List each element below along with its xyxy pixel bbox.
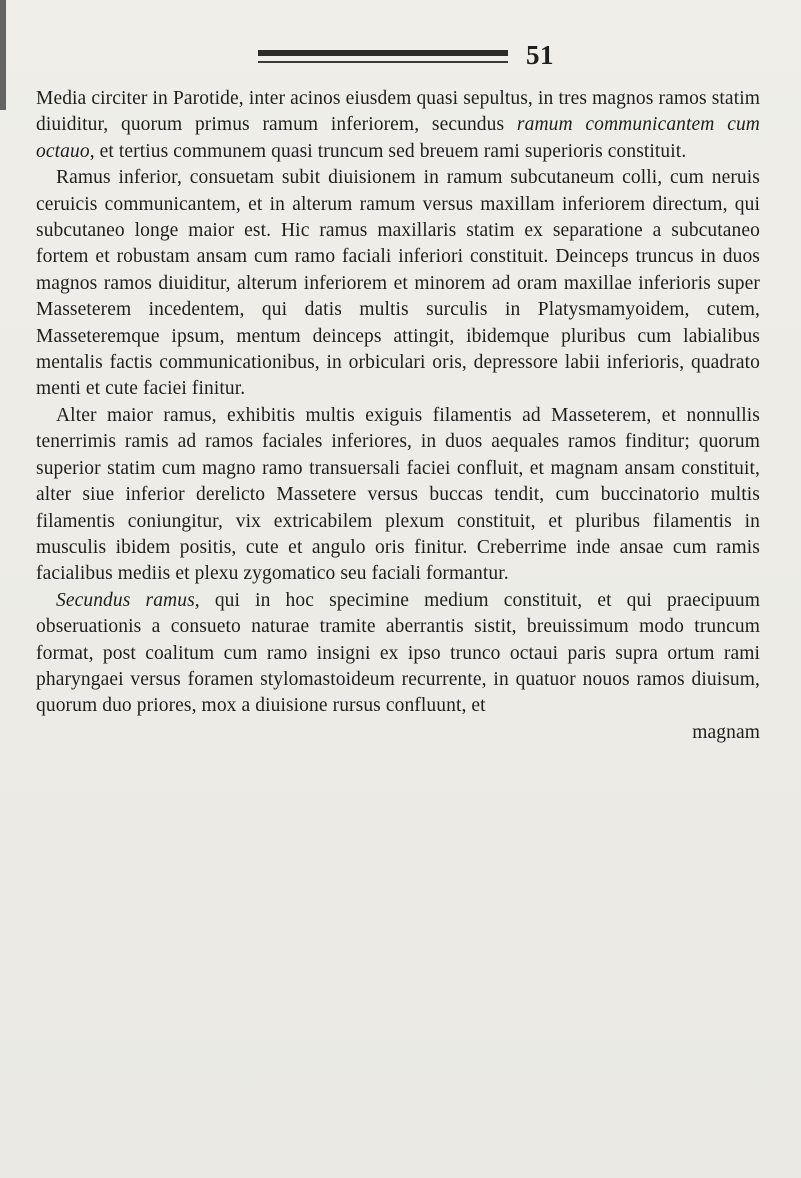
paragraph-2 (36, 165, 760, 403)
catchword (36, 720, 760, 746)
paragraph-2-text: Ramus inferior, consuetam subit diuisionem in ramum subcutaneum colli, cum neruis ceruicis communicantem, et in alterum ramum versus maxillam inferiorem directum, qui subcutaneo longe maior est. Hic ramus maxillaris statim ex separatione a subcutaneo fortem et robustam ansam cum ramo faciali inferiori constituit. Deinceps truncus in duos magnos ramos diuiditur, alterum inferiorem et minorem ad oram maxillae inferioris super Masseterem incedentem, qui datis multis surculis in Platysmamyoidem, cutem, Masseteremque ipsum, mentum deinceps attingit, ibidemque pluribus cum labialibus mentalis factis communicationibus, in orbiculari oris, depressore labii inferioris, quadrato menti et cute faciei finitur. (36, 167, 760, 400)
page-number: 51 (526, 40, 554, 70)
paragraph-4-italic: Secundus ramus, (56, 589, 200, 611)
paragraph-4 (36, 588, 760, 720)
paragraph-1-italic: ramum communicantem cum octauo (36, 114, 760, 162)
paragraph-4-text: qui in hoc specimine medium constituit, et qui praecipuum obseruationis a consueto naturae tramite aberrantis sistit, breuissimum modo truncum format, post coalitum cum ramo insigni ex ipso trunco octaui paris supra ortum rami pharyngaei versus foramen stylomastoideum recurrente, in quatuor nouos ramos diuisum, quorum duo priores, mox a diuisione rursus confluunt, et (36, 589, 760, 717)
catchword-text: magnam (692, 721, 760, 743)
paragraph-3-text: Alter maior ramus, exhibitis multis exiguis filamentis ad Masseterem, et nonnullis tenerrimis ramis ad ramos faciales inferiores, in duos aequales ramos finditur; quorum superior statim cum magno ramo transuersali faciei confluit, et magnam ansam constituit, alter siue inferior derelicto Massetere versus buccas tendit, cum buccinatorio multis filamentis coniungitur, vix extricabilem plexum constituit, et pluribus filamentis in musculis ibidem positis, cute et angulo oris finitur. Creberrime inde ansae cum ramis facialibus mediis et plexu zygomatico seu faciali formantur. (36, 404, 760, 585)
header-rule-thin (258, 61, 508, 63)
page-edge-shadow (0, 0, 6, 110)
paragraph-3 (36, 403, 760, 588)
paragraph-1 (36, 86, 760, 165)
header-rule (258, 50, 508, 56)
paragraph-1-text-a: Media circiter in Parotide, inter acinos eiusdem quasi sepultus, in tres magnos ramos statim diuiditur, quorum primus ramum inferiorem, secundus (36, 88, 760, 136)
paragraph-1-text-b: , et tertius communem quasi truncum sed breuem rami superioris constituit. (89, 140, 687, 162)
body-text (36, 86, 760, 746)
